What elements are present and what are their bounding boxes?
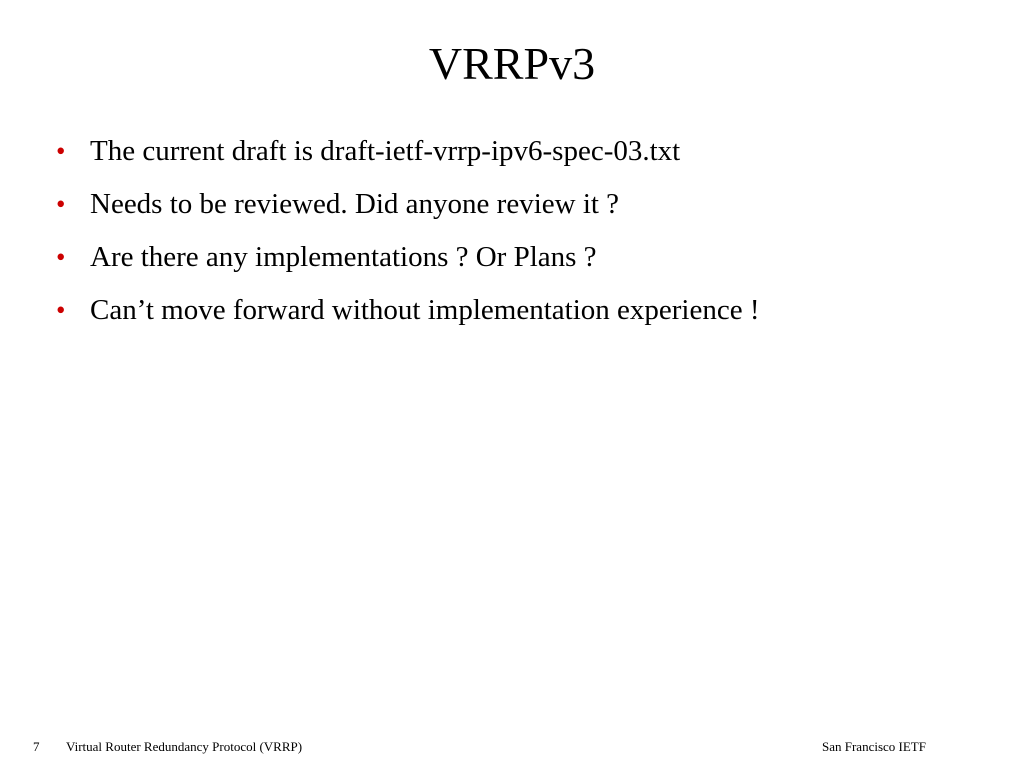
bullet-marker-icon: • <box>56 295 66 325</box>
bullet-marker-icon: • <box>56 189 66 219</box>
bullet-marker-icon: • <box>56 242 66 272</box>
bullet-item <box>56 289 976 332</box>
footer-page-number: 7 <box>33 739 40 754</box>
bullet-text: Are there any implementations ? Or Plans ? <box>90 241 597 273</box>
bullet-text: Needs to be reviewed. Did anyone review it ? <box>90 188 620 220</box>
footer-presentation-title: Virtual Router Redundancy Protocol (VRRP) <box>66 739 303 754</box>
bullet-marker-icon: • <box>56 136 66 166</box>
bullet-item <box>56 130 976 173</box>
bullet-item <box>56 236 976 279</box>
bullet-text: The current draft is draft-ietf-vrrp-ipv6-spec-03.txt <box>90 135 681 167</box>
bullet-list <box>56 130 976 342</box>
slide-title: VRRPv3 <box>428 38 596 89</box>
bullet-text: Can’t move forward without implementation experience ! <box>90 294 760 326</box>
bullet-item <box>56 183 976 226</box>
footer-venue: San Francisco IETF <box>822 739 926 754</box>
